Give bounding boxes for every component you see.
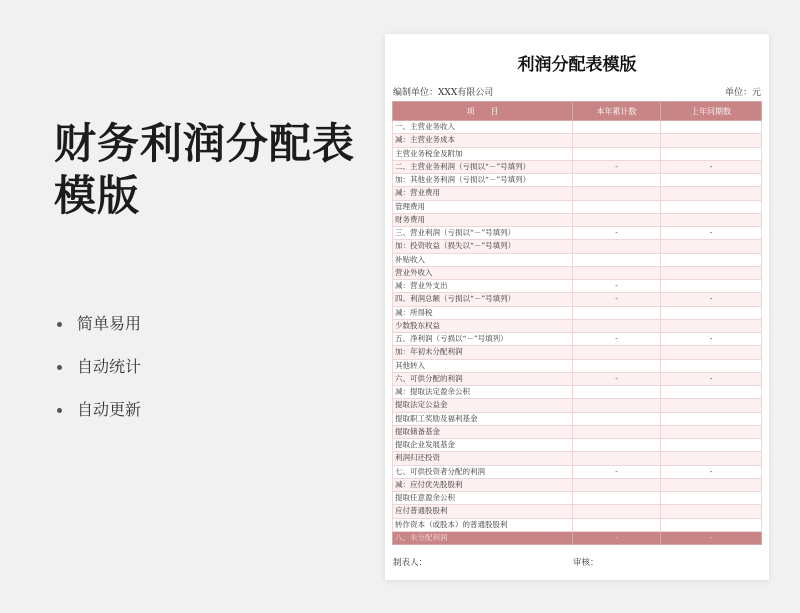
row-prior-year-cell[interactable] xyxy=(661,346,762,359)
row-current-year-cell[interactable]: - xyxy=(573,372,661,385)
feature-label: 自动更新 xyxy=(77,400,142,419)
row-current-year-cell[interactable]: - xyxy=(573,333,661,346)
document-sheet xyxy=(385,34,769,580)
table-row xyxy=(393,174,762,187)
table-row xyxy=(393,478,762,491)
table-row xyxy=(393,531,762,544)
row-prior-year-cell[interactable]: - xyxy=(661,531,762,544)
table-body xyxy=(393,121,762,545)
table-row xyxy=(393,187,762,200)
row-current-year-cell[interactable] xyxy=(573,478,661,491)
bullet-icon xyxy=(57,365,62,370)
feature-item xyxy=(57,400,141,443)
row-prior-year-cell[interactable] xyxy=(661,492,762,505)
table-row xyxy=(393,227,762,240)
feature-label: 自动统计 xyxy=(77,357,142,376)
row-prior-year-cell[interactable] xyxy=(661,280,762,293)
feature-item xyxy=(57,357,141,400)
row-current-year-cell[interactable] xyxy=(573,240,661,253)
row-prior-year-cell[interactable] xyxy=(661,359,762,372)
row-current-year-cell[interactable] xyxy=(573,213,661,226)
row-prior-year-cell[interactable]: - xyxy=(661,333,762,346)
table-row xyxy=(393,465,762,478)
row-item-cell[interactable]: 三、营业利润（亏损以“－”号填列） xyxy=(393,227,573,240)
document-title: 利润分配表模版 xyxy=(517,55,637,75)
feature-item xyxy=(57,314,141,357)
table-row xyxy=(393,147,762,160)
table-row xyxy=(393,306,762,319)
row-prior-year-cell[interactable] xyxy=(661,213,762,226)
table-row xyxy=(393,439,762,452)
row-item-cell[interactable]: 应付普通股股利 xyxy=(393,505,573,518)
table-row xyxy=(393,266,762,279)
row-prior-year-cell[interactable] xyxy=(661,253,762,266)
table-row xyxy=(393,160,762,173)
table-row xyxy=(393,399,762,412)
table-row xyxy=(393,319,762,332)
bullet-icon xyxy=(57,322,62,327)
header-prior-year: 上年同期数 xyxy=(661,102,762,121)
row-item-cell[interactable]: 减：主营业务成本 xyxy=(393,134,573,147)
table-row xyxy=(393,280,762,293)
page-title: 财务利润分配表模版 xyxy=(54,119,356,220)
preparer-label: 制表人： xyxy=(393,558,428,568)
row-current-year-cell[interactable] xyxy=(573,200,661,213)
row-prior-year-cell[interactable] xyxy=(661,174,762,187)
row-item-cell[interactable]: 提取企业发展基金 xyxy=(393,439,573,452)
table-row xyxy=(393,505,762,518)
row-item-cell[interactable]: 四、利润总额（亏损以“－”号填列） xyxy=(393,293,573,306)
row-prior-year-cell[interactable] xyxy=(661,306,762,319)
row-item-cell[interactable]: 减：营业外支出 xyxy=(393,280,573,293)
table-row xyxy=(393,359,762,372)
row-prior-year-cell[interactable] xyxy=(661,386,762,399)
row-prior-year-cell[interactable] xyxy=(661,134,762,147)
table-row xyxy=(393,346,762,359)
row-current-year-cell[interactable]: - xyxy=(573,227,661,240)
row-current-year-cell[interactable] xyxy=(573,134,661,147)
row-item-cell[interactable]: 提取职工奖励及福利基金 xyxy=(393,412,573,425)
header-item: 项 目 xyxy=(393,102,573,121)
row-item-cell[interactable]: 七、可供投资者分配的利润 xyxy=(393,465,573,478)
row-prior-year-cell[interactable] xyxy=(661,187,762,200)
row-item-cell[interactable]: 管理费用 xyxy=(393,200,573,213)
row-current-year-cell[interactable] xyxy=(573,425,661,438)
row-prior-year-cell[interactable] xyxy=(661,266,762,279)
row-prior-year-cell[interactable] xyxy=(661,505,762,518)
row-current-year-cell[interactable] xyxy=(573,121,661,134)
row-item-cell[interactable]: 减：提取法定盈余公积 xyxy=(393,386,573,399)
row-current-year-cell[interactable] xyxy=(573,187,661,200)
table-row xyxy=(393,333,762,346)
table-row xyxy=(393,134,762,147)
row-current-year-cell[interactable] xyxy=(573,452,661,465)
row-prior-year-cell[interactable]: - xyxy=(661,372,762,385)
row-prior-year-cell[interactable] xyxy=(661,518,762,531)
row-prior-year-cell[interactable] xyxy=(661,478,762,491)
row-current-year-cell[interactable] xyxy=(573,399,661,412)
row-item-cell[interactable]: 利润归还投资 xyxy=(393,452,573,465)
row-prior-year-cell[interactable] xyxy=(661,439,762,452)
row-prior-year-cell[interactable] xyxy=(661,319,762,332)
row-item-cell[interactable]: 一、主营业务收入 xyxy=(393,121,573,134)
row-item-cell[interactable]: 五、净利润（亏损以“－”号填列） xyxy=(393,333,573,346)
row-item-cell[interactable]: 其他转入 xyxy=(393,359,573,372)
row-current-year-cell[interactable] xyxy=(573,266,661,279)
row-prior-year-cell[interactable]: - xyxy=(661,160,762,173)
row-item-cell[interactable]: 财务费用 xyxy=(393,213,573,226)
row-current-year-cell[interactable]: - xyxy=(573,465,661,478)
table-row xyxy=(393,200,762,213)
table-row xyxy=(393,518,762,531)
table-row xyxy=(393,121,762,134)
row-current-year-cell[interactable] xyxy=(573,439,661,452)
row-prior-year-cell[interactable] xyxy=(661,412,762,425)
row-current-year-cell[interactable]: - xyxy=(573,160,661,173)
table-row xyxy=(393,253,762,266)
row-item-cell[interactable]: 二、主营业务利润（亏损以“－”号填列） xyxy=(393,160,573,173)
row-item-cell[interactable]: 加：其他业务利润（亏损以“－”号填列） xyxy=(393,174,573,187)
table-row xyxy=(393,213,762,226)
row-item-cell[interactable]: 营业外收入 xyxy=(393,266,573,279)
row-current-year-cell[interactable] xyxy=(573,386,661,399)
row-item-cell[interactable]: 加：年初未分配利润 xyxy=(393,346,573,359)
row-current-year-cell[interactable] xyxy=(573,306,661,319)
row-current-year-cell[interactable] xyxy=(573,359,661,372)
row-current-year-cell[interactable] xyxy=(573,518,661,531)
row-item-cell[interactable]: 减：所得税 xyxy=(393,306,573,319)
row-prior-year-cell[interactable] xyxy=(661,240,762,253)
table-header-row xyxy=(393,102,762,121)
row-prior-year-cell[interactable] xyxy=(661,147,762,160)
reviewer-label: 审核： xyxy=(573,558,599,568)
row-item-cell[interactable]: 加：投资收益（损失以“－”号填列） xyxy=(393,240,573,253)
row-current-year-cell[interactable] xyxy=(573,174,661,187)
row-current-year-cell[interactable]: - xyxy=(573,293,661,306)
row-current-year-cell[interactable] xyxy=(573,505,661,518)
row-item-cell[interactable]: 减：营业费用 xyxy=(393,187,573,200)
row-current-year-cell[interactable] xyxy=(573,147,661,160)
table-row xyxy=(393,372,762,385)
row-item-cell[interactable]: 补贴收入 xyxy=(393,253,573,266)
header-current-year: 本年累计数 xyxy=(573,102,661,121)
feature-label: 简单易用 xyxy=(77,314,142,333)
row-current-year-cell[interactable] xyxy=(573,346,661,359)
row-current-year-cell[interactable] xyxy=(573,412,661,425)
row-item-cell[interactable]: 六、可供分配的利润 xyxy=(393,372,573,385)
bullet-icon xyxy=(57,408,62,413)
table-row xyxy=(393,412,762,425)
row-item-cell[interactable]: 八、未分配利润 xyxy=(393,531,573,544)
row-prior-year-cell[interactable]: - xyxy=(661,465,762,478)
row-current-year-cell[interactable] xyxy=(573,253,661,266)
row-item-cell[interactable]: 转作资本（或股本）的普通股股利 xyxy=(393,518,573,531)
table-row xyxy=(393,425,762,438)
company-unit: 编制单位：XXX有限公司 xyxy=(393,88,494,98)
table-row xyxy=(393,240,762,253)
row-prior-year-cell[interactable] xyxy=(661,200,762,213)
row-prior-year-cell[interactable] xyxy=(661,399,762,412)
row-prior-year-cell[interactable]: - xyxy=(661,227,762,240)
row-current-year-cell[interactable] xyxy=(573,319,661,332)
row-current-year-cell[interactable] xyxy=(573,492,661,505)
row-current-year-cell[interactable]: - xyxy=(573,531,661,544)
table-row xyxy=(393,492,762,505)
row-prior-year-cell[interactable]: - xyxy=(661,293,762,306)
table-row xyxy=(393,452,762,465)
feature-list xyxy=(57,314,141,443)
row-item-cell[interactable]: 提取法定公益金 xyxy=(393,399,573,412)
row-item-cell[interactable]: 少数股东权益 xyxy=(393,319,573,332)
row-item-cell[interactable]: 减：应付优先股股利 xyxy=(393,478,573,491)
row-prior-year-cell[interactable] xyxy=(661,121,762,134)
table-row xyxy=(393,386,762,399)
currency-unit: 单位：元 xyxy=(724,88,761,98)
row-item-cell[interactable]: 主营业务税金及附加 xyxy=(393,147,573,160)
table-row xyxy=(393,293,762,306)
profit-distribution-table xyxy=(392,101,762,545)
row-item-cell[interactable]: 提取任意盈余公积 xyxy=(393,492,573,505)
row-prior-year-cell[interactable] xyxy=(661,425,762,438)
row-prior-year-cell[interactable] xyxy=(661,452,762,465)
row-current-year-cell[interactable]: - xyxy=(573,280,661,293)
row-item-cell[interactable]: 提取储备基金 xyxy=(393,425,573,438)
